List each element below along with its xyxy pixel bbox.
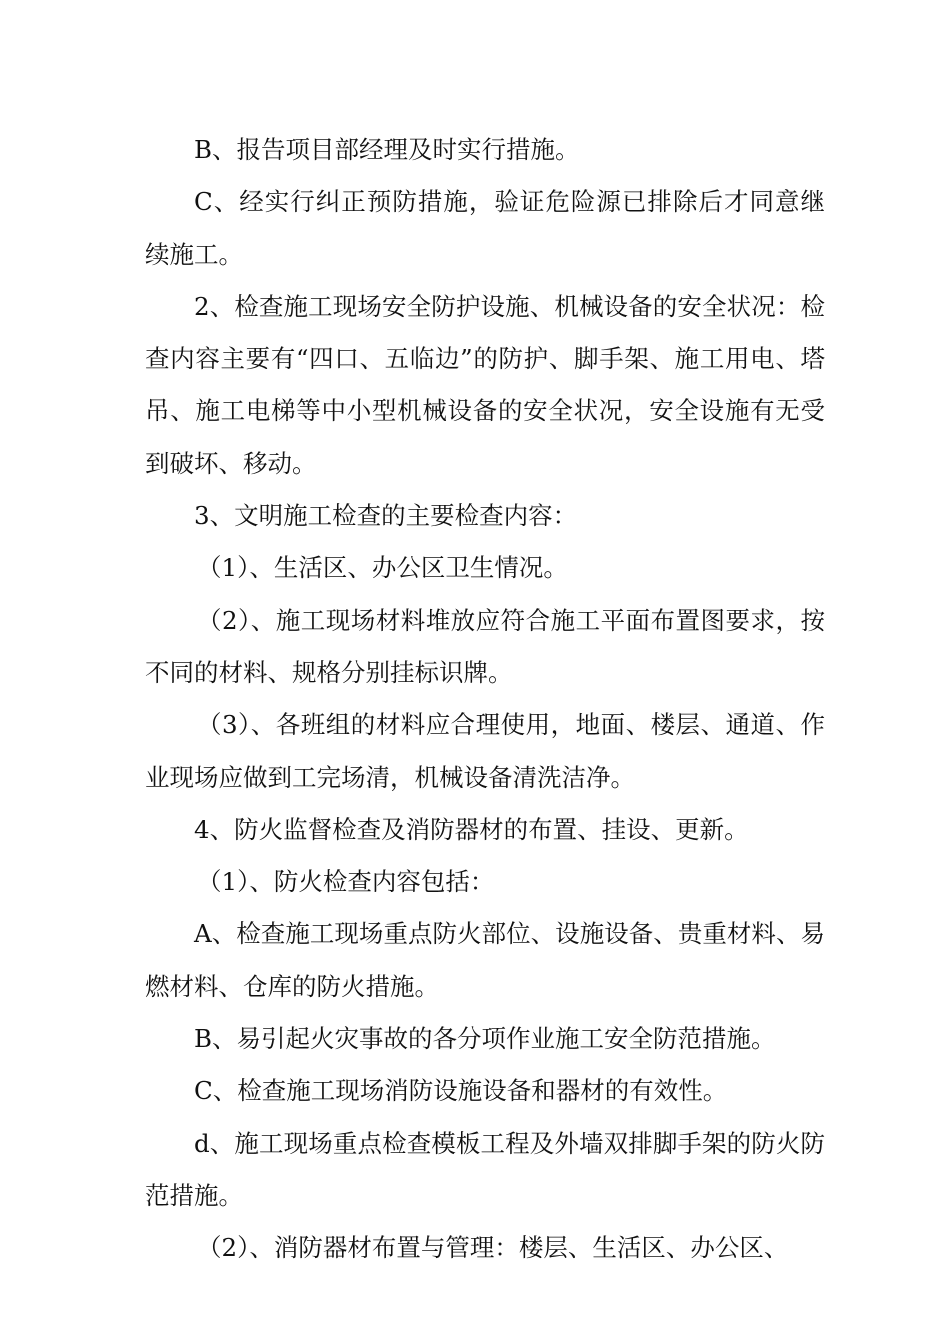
paragraph-4-2-equipment-layout: （2）、消防器材布置与管理：楼层、生活区、办公区、 bbox=[197, 1233, 789, 1263]
paragraph-2-safety-check: 2、检查施工现场安全防护设施、机械设备的安全状况：检查内容主要有“四口、五临边”的防护、脚手架、施工用电、塔吊、施工电梯等中小型机械设备的安全状况，安全设施有无受到破坏、移动。 bbox=[145, 291, 825, 478]
paragraph-b-report: B、报告项目部经理及时实行措施。 bbox=[194, 135, 580, 164]
document-body bbox=[145, 124, 825, 1275]
paragraph-c-corrective: C、经实行纠正预防措施，验证危险源已排除后才同意继续施工。 bbox=[145, 187, 825, 269]
paragraph-3-civilized-construction: 3、文明施工检查的主要检查内容： bbox=[194, 501, 578, 531]
paragraph-a-key-areas: A、检查施工现场重点防火部位、设施设备、贵重材料、易燃材料、仓库的防火措施。 bbox=[145, 919, 825, 1001]
paragraph-b-fire-prevention: B、易引起火灾事故的各分项作业施工安全防范措施。 bbox=[194, 1024, 776, 1054]
paragraph-3-2-materials: （2）、施工现场材料堆放应符合施工平面布置图要求，按不同的材料、规格分别挂标识牌。 bbox=[145, 605, 825, 687]
paragraph-d-formwork-scaffold: d、施工现场重点检查模板工程及外墙双排脚手架的防火防范措施。 bbox=[145, 1128, 825, 1210]
paragraph-3-3-usage: （3）、各班组的材料应合理使用，地面、楼层、通道、作业现场应做到工完场清，机械设备清洗洁净。 bbox=[145, 710, 825, 792]
paragraph-3-1-hygiene: （1）、生活区、办公区卫生情况。 bbox=[197, 553, 568, 583]
paragraph-4-fire-supervision: 4、防火监督检查及消防器材的布置、挂设、更新。 bbox=[194, 814, 749, 844]
paragraph-c-equipment-validity: C、检查施工现场消防设施设备和器材的有效性。 bbox=[194, 1076, 728, 1106]
paragraph-4-1-fire-check: （1）、防火检查内容包括： bbox=[197, 867, 495, 897]
